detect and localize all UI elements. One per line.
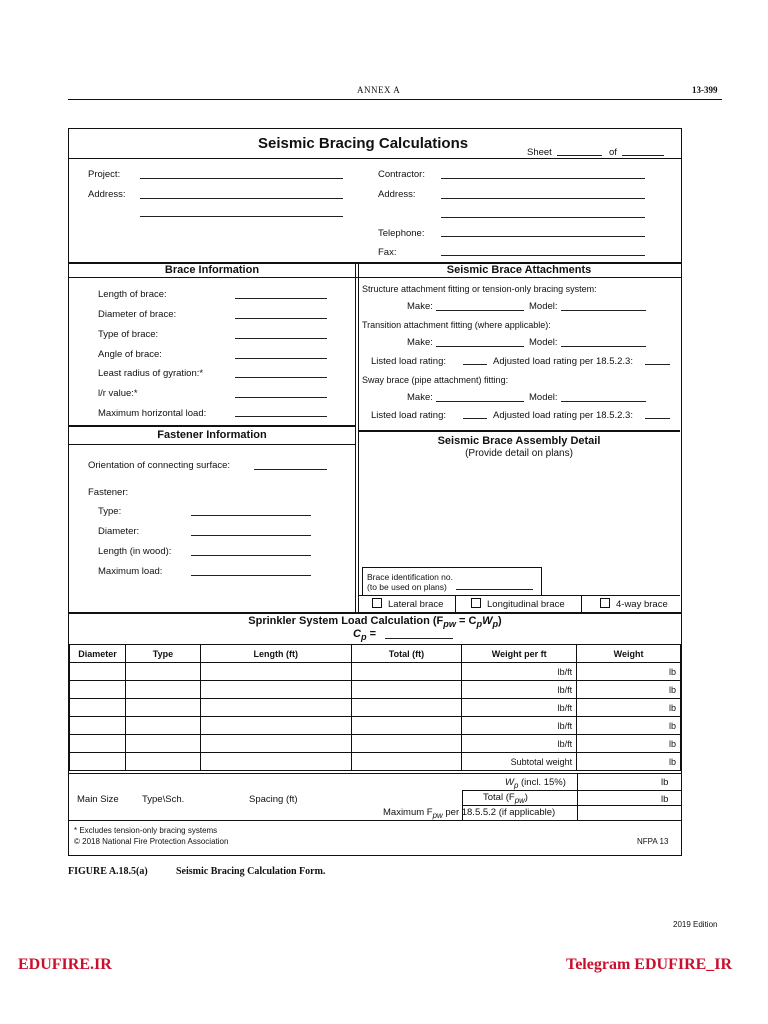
brace-id-field[interactable] xyxy=(456,589,533,590)
fax-label: Fax: xyxy=(378,247,397,258)
brace-field-label: Angle of brace: xyxy=(98,349,162,360)
cp-field[interactable] xyxy=(385,638,453,639)
brace-field-label: Length of brace: xyxy=(98,289,167,300)
brace-field-input[interactable] xyxy=(235,358,327,359)
sway-listed-load-field[interactable] xyxy=(463,418,487,419)
table-row xyxy=(70,681,681,699)
sheet-label: Sheet xyxy=(527,147,552,158)
brace-field-label: Type of brace: xyxy=(98,329,159,340)
header-rule xyxy=(68,99,722,100)
watermark-left: EDUFIRE.IR xyxy=(18,956,112,973)
listed-load-label: Listed load rating: xyxy=(371,356,446,367)
longitudinal-brace-option[interactable] xyxy=(471,598,565,610)
page-number: 13-399 xyxy=(692,85,718,95)
table-row xyxy=(70,717,681,735)
brace-field-label: Diameter of brace: xyxy=(98,309,177,320)
unit-lb[interactable]: lb xyxy=(577,681,681,699)
load-table xyxy=(69,644,681,771)
type-sch-label: Type\Sch. xyxy=(142,794,185,805)
table-row xyxy=(70,735,681,753)
brace-field-input[interactable] xyxy=(235,338,327,339)
column-divider-a xyxy=(355,262,356,612)
sway-adjusted-load-field[interactable] xyxy=(645,418,670,419)
orientation-field[interactable] xyxy=(254,469,327,470)
unit-lb[interactable]: lb xyxy=(577,717,681,735)
assembly-divider xyxy=(358,430,680,432)
subtotal-label: Subtotal weight xyxy=(462,753,577,771)
figure-caption: Seismic Bracing Calculation Form. xyxy=(176,866,326,877)
fastener-divider xyxy=(69,425,356,427)
lateral-brace-label: Lateral brace xyxy=(388,599,444,610)
contractor-label: Contractor: xyxy=(378,169,425,180)
orientation-label: Orientation of connecting surface: xyxy=(88,460,231,471)
main-size-label: Main Size xyxy=(77,794,119,805)
sway-brace-fitting-label: Sway brace (pipe attachment) fitting: xyxy=(362,375,509,385)
model-label: Model: xyxy=(529,392,558,403)
copyright: © 2018 National Fire Protection Association xyxy=(74,837,229,846)
telephone-label: Telephone: xyxy=(378,228,425,239)
address-label: Address: xyxy=(88,189,126,200)
unit-lb[interactable]: lb xyxy=(577,735,681,753)
unit-lb: lb xyxy=(661,777,669,788)
brace-info-title: Brace Information xyxy=(164,264,260,276)
edition-label: 2019 Edition xyxy=(673,920,718,929)
sway-make-field[interactable] xyxy=(436,401,524,402)
fastener-field-input[interactable] xyxy=(191,555,311,556)
brace-type-sep xyxy=(455,595,456,612)
table-row xyxy=(70,699,681,717)
footnote: * Excludes tension-only bracing systems xyxy=(74,826,218,835)
checkbox-icon xyxy=(372,598,382,608)
project-field[interactable] xyxy=(140,178,343,179)
fastener-header-divider xyxy=(69,444,356,445)
adjusted-load-label: Adjusted load rating per 18.5.2.3: xyxy=(493,410,633,421)
table-header-row xyxy=(70,645,681,663)
model-label: Model: xyxy=(529,301,558,312)
watermark-right: Telegram EDUFIRE_IR xyxy=(566,956,733,973)
four-way-brace-option[interactable] xyxy=(600,598,668,610)
nfpa-label: NFPA 13 xyxy=(637,837,669,846)
unit-lb[interactable]: lb xyxy=(577,753,681,771)
fastener-field-input[interactable] xyxy=(191,575,311,576)
checkbox-icon xyxy=(600,598,610,608)
unit-lb: lb xyxy=(661,794,669,805)
table-row xyxy=(70,663,681,681)
brace-type-divider xyxy=(358,595,680,596)
wp-label: $W_p$ (incl. 15%) xyxy=(505,777,566,790)
assembly-title: Seismic Brace Assembly Detail xyxy=(437,435,601,447)
section-header-divider xyxy=(69,277,681,278)
figure-label: FIGURE A.18.5(a) xyxy=(68,866,148,877)
brace-field-input[interactable] xyxy=(235,298,327,299)
fastener-field-input[interactable] xyxy=(191,535,311,536)
make-label: Make: xyxy=(407,301,433,312)
brace-field-label: Maximum horizontal load: xyxy=(98,408,207,419)
spacing-label: Spacing (ft) xyxy=(249,794,298,805)
wp-row-line xyxy=(462,790,681,791)
column-header: Weight per ft xyxy=(462,645,577,663)
brace-field-label: Least radius of gyration:* xyxy=(98,368,204,379)
contractor-address-field-2[interactable] xyxy=(441,217,645,218)
contractor-address-field[interactable] xyxy=(441,198,645,199)
sheet-field[interactable] xyxy=(557,155,602,156)
title-divider xyxy=(69,158,681,159)
checkbox-icon xyxy=(471,598,481,608)
four-way-brace-label: 4-way brace xyxy=(616,599,668,610)
make-label: Make: xyxy=(407,392,433,403)
unit-lbft[interactable]: lb/ft xyxy=(462,735,577,753)
of-label: of xyxy=(609,147,617,158)
model-label: Model: xyxy=(529,337,558,348)
fastener-field-label: Maximum load: xyxy=(98,566,163,577)
fastener-field-label: Length (in wood): xyxy=(98,546,172,557)
adjusted-load-label: Adjusted load rating per 18.5.2.3: xyxy=(493,356,633,367)
unit-lbft[interactable]: lb/ft xyxy=(462,717,577,735)
total-row-line xyxy=(462,805,681,806)
brace-id-sublabel: (to be used on plans) xyxy=(367,582,447,592)
brace-id-label: Brace identification no. xyxy=(367,572,453,582)
longitudinal-brace-label: Longitudinal brace xyxy=(487,599,565,610)
fastener-label: Fastener: xyxy=(88,487,129,498)
total-fpw-label: Total $(F_{pw})$ xyxy=(483,792,528,805)
max-row-line xyxy=(69,820,681,821)
brace-type-sep xyxy=(581,595,582,612)
lateral-brace-option[interactable] xyxy=(372,598,443,610)
load-calc-divider xyxy=(69,612,681,614)
project-label: Project: xyxy=(88,169,121,180)
transition-attachment-label: Transition attachment fitting (where applicable): xyxy=(362,320,551,330)
transition-make-field[interactable] xyxy=(436,346,524,347)
address-field[interactable] xyxy=(140,198,343,199)
assembly-subtitle: (Provide detail on plans) xyxy=(465,448,573,459)
structure-model-field[interactable] xyxy=(561,310,646,311)
column-header: Diameter xyxy=(70,645,126,663)
fax-field[interactable] xyxy=(441,255,645,256)
column-header: Total (ft) xyxy=(351,645,462,663)
unit-lb[interactable]: lb xyxy=(577,663,681,681)
brace-field-input[interactable] xyxy=(235,318,327,319)
brace-field-input[interactable] xyxy=(235,377,327,378)
form-title: Seismic Bracing Calculations xyxy=(258,135,469,152)
unit-lbft[interactable]: lb/ft xyxy=(462,663,577,681)
listed-load-label: Listed load rating: xyxy=(371,410,446,421)
contractor-address-label: Address: xyxy=(378,189,416,200)
column-header: Length (ft) xyxy=(200,645,351,663)
address-field-2[interactable] xyxy=(140,216,343,217)
fastener-info-title: Fastener Information xyxy=(157,429,267,441)
transition-model-field[interactable] xyxy=(561,346,646,347)
cp-label: $C_p$ = xyxy=(353,628,377,643)
max-fpw-label: Maximum $F_{pw}$ per 18.5.5.2 (if applicable) xyxy=(383,807,556,820)
wp-divider xyxy=(69,773,681,774)
of-field[interactable] xyxy=(622,155,664,156)
weight-col-line xyxy=(577,773,578,820)
brace-field-input[interactable] xyxy=(235,416,327,417)
brace-field-label: l/r value:* xyxy=(98,388,138,399)
attachments-title: Seismic Brace Attachments xyxy=(446,264,592,276)
subtotal-row xyxy=(70,753,681,771)
annex-label: ANNEX A xyxy=(357,85,401,95)
unit-lb[interactable]: lb xyxy=(577,699,681,717)
structure-attachment-label: Structure attachment fitting or tension-only bracing system: xyxy=(362,284,597,294)
transition-adjusted-load-field[interactable] xyxy=(645,364,670,365)
column-header: Weight xyxy=(577,645,681,663)
telephone-field[interactable] xyxy=(441,236,645,237)
transition-listed-load-field[interactable] xyxy=(463,364,487,365)
fastener-field-label: Diameter: xyxy=(98,526,140,537)
unit-lbft[interactable]: lb/ft xyxy=(462,699,577,717)
make-label: Make: xyxy=(407,337,433,348)
structure-make-field[interactable] xyxy=(436,310,524,311)
unit-lbft[interactable]: lb/ft xyxy=(462,681,577,699)
fastener-field-input[interactable] xyxy=(191,515,311,516)
load-calc-title: Sprinkler System Load Calculation $(F_{pw} = C_pW_p)$ xyxy=(248,615,502,630)
contractor-field[interactable] xyxy=(441,178,645,179)
column-header: Type xyxy=(125,645,200,663)
sway-model-field[interactable] xyxy=(561,401,646,402)
fastener-field-label: Type: xyxy=(98,506,122,517)
brace-field-input[interactable] xyxy=(235,397,327,398)
